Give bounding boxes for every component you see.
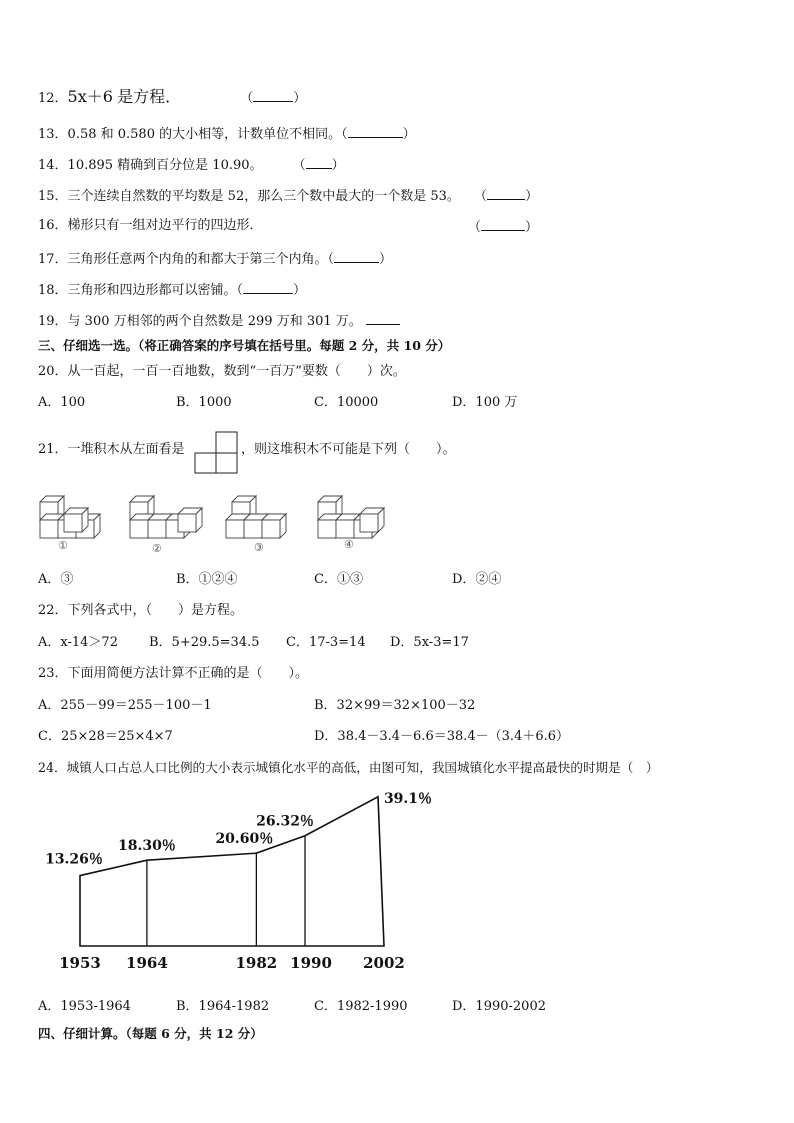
data-label-1982: 20.60％ [215,831,274,848]
q21-option-c[interactable]: C．①③ [314,572,363,587]
urbanization-chart [30,790,433,980]
fig-label-1: ① [58,539,68,552]
q18-answer-blank[interactable] [243,280,293,294]
q20-option-d[interactable]: D．100 万 [452,395,518,410]
q16-paren-right: ） [525,220,539,235]
q15-paren-left: （ [474,189,488,204]
q12-text: 是方程． [117,87,182,106]
left-view-figure [192,430,240,474]
q21-option-a[interactable]: A．③ [38,572,74,587]
q21-option-d[interactable]: D．②④ [452,572,502,587]
question-16 [38,217,263,235]
q21-option-b[interactable]: B．①②④ [176,572,238,587]
q12-answer-blank[interactable] [253,88,293,102]
question-18 [38,280,306,300]
section-3-heading: 三、仔细选一选。（将正确答案的序号填在括号里。每题 2 分，共 10 分） [38,338,451,353]
question-17 [38,249,392,269]
q14-paren-left: （ [292,158,306,173]
data-label-1964: 18.30％ [117,838,176,855]
q22-option-d[interactable]: D．5x-3=17 [390,635,469,650]
data-label-1953: 13.26％ [45,851,103,868]
q17-answer-blank[interactable] [334,249,379,263]
q22-option-b[interactable]: B．5+29.5=34.5 [149,635,260,650]
q24-option-a[interactable]: A．1953-1964 [38,999,131,1014]
data-label-2002: 39.1％ [383,790,433,807]
question-14 [38,155,345,175]
chart-area-outline [80,797,384,946]
question-19 [38,311,400,331]
q24-option-d[interactable]: D．1990-2002 [452,999,546,1014]
q19-answer-blank[interactable] [366,311,400,325]
fig-label-4: ④ [344,538,354,551]
q22-option-c[interactable]: C．17-3=14 [286,635,366,650]
cube-figure-3 [226,496,286,538]
data-label-1990: 26.32％ [256,813,314,830]
q20-option-a[interactable]: A．100 [38,395,86,410]
q15-paren-right: ） [525,189,539,204]
x-tick-label-1964: 1964 [126,954,168,972]
question-21-text-a: 21．一堆积木从左面看是 [38,442,185,457]
q12-paren-left: （ [240,91,254,106]
x-tick-label-1953: 1953 [59,954,101,972]
q24-option-b[interactable]: B．1964-1982 [176,999,270,1014]
q23-option-a[interactable]: A．255－99＝255－100－1 [38,698,212,713]
q14-text: 14．10.895 精确到百分位是 10.90。 [38,158,263,173]
q14-answer-blank[interactable] [306,155,332,169]
q18-paren-right: ） [293,283,307,298]
question-24: 24．城镇人口占总人口比例的大小表示城镇化水平的高低，由图可知，我国城镇化水平提高最快的时期是（ ） [38,760,659,775]
section-4-heading: 四、仔细计算。（每题 6 分，共 12 分） [38,1026,263,1041]
q16-answer-blank[interactable] [481,217,525,231]
q13-answer-blank[interactable] [348,124,403,138]
q18-text: 18．三角形和四边形都可以密铺。（ [38,283,244,298]
q14-paren-right: ） [331,158,345,173]
q12-expression: 5x＋6 [67,87,113,106]
q20-option-b[interactable]: B．1000 [176,395,232,410]
x-tick-label-1982: 1982 [235,954,278,972]
question-22: 22．下列各式中，（ ）是方程。 [38,603,244,618]
fig-label-3: ③ [254,541,264,554]
cube-figure-2 [130,496,202,538]
question-21-text-b: ，则这堆积木不可能是下列（ ）。 [241,442,456,457]
cube-figure-4 [318,496,384,538]
q16-answer [468,217,538,237]
q23-option-b[interactable]: B．32×99＝32×100－32 [314,698,476,713]
question-20: 20．从一百起，一百一百地数，数到“一百万”要数（ ）次。 [38,364,406,379]
q23-option-d[interactable]: D．38.4－3.4－6.6＝38.4－（3.4＋6.6） [314,729,570,744]
q22-option-a[interactable]: A．x-14＞72 [38,635,118,650]
q23-option-c[interactable]: C．25×28＝25×4×7 [38,729,173,744]
q15-answer-blank[interactable] [487,186,525,200]
q24-option-c[interactable]: C．1982-1990 [314,999,408,1014]
q17-text: 17．三角形任意两个内角的和都大于第三个内角。（ [38,252,335,267]
x-tick-label-1990: 1990 [290,954,332,972]
question-15 [38,186,538,206]
q13-text: 13．0.58 和 0.580 的大小相等，计数单位不相同。（ [38,127,348,142]
question-12 [38,88,306,108]
q12-paren-right: ） [293,91,307,106]
fig-label-2: ② [152,542,162,555]
x-tick-label-2002: 2002 [363,954,405,972]
q19-text: 19．与 300 万相邻的两个自然数是 299 万和 301 万。 [38,314,362,329]
q12-number: 12． [38,91,68,106]
q16-text: 16．梯形只有一组对边平行的四边形． [38,218,263,233]
q16-paren-left: （ [468,220,482,235]
q17-paren-right: ） [379,252,393,267]
q20-option-c[interactable]: C．10000 [314,395,379,410]
question-23: 23．下面用简便方法计算不正确的是（ ）。 [38,666,309,681]
q13-paren-right: ） [402,127,416,142]
q15-text: 15．三个连续自然数的平均数是 52，那么三个数中最大的一个数是 53。 [38,189,460,204]
cube-figure-1 [40,496,100,538]
question-13 [38,124,416,144]
